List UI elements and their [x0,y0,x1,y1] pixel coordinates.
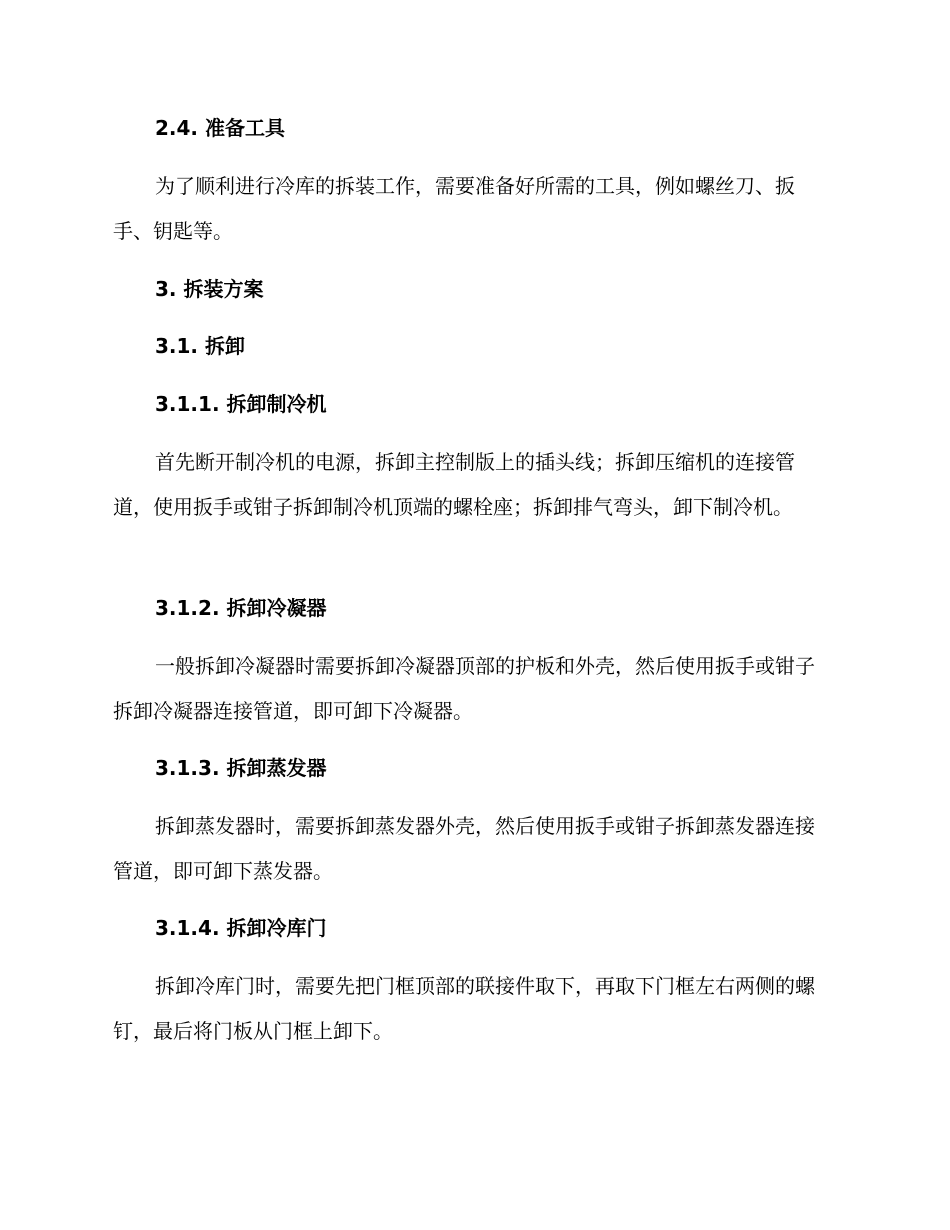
section-body-3-1-2: 一般拆卸冷凝器时需要拆卸冷凝器顶部的护板和外壳，然后使用扳手或钳子拆卸冷凝器连接管道，即可卸下冷凝器。 [113,654,815,723]
section-body-3-1-4: 拆卸冷库门时，需要先把门框顶部的联接件取下，再取下门框左右两侧的螺钉，最后将门板从门框上卸下。 [113,974,815,1043]
section-body-3-1-3: 拆卸蒸发器时，需要拆卸蒸发器外壳，然后使用扳手或钳子拆卸蒸发器连接管道，即可卸下蒸发器。 [113,814,815,883]
section-heading-2-4: 2.4. 准备工具 [155,116,285,140]
section-heading-3: 3. 拆装方案 [155,277,264,301]
section-heading-3-1: 3.1. 拆卸 [155,334,245,358]
section-heading-3-1-1: 3.1.1. 拆卸制冷机 [155,392,327,416]
section-heading-3-1-2: 3.1.2. 拆卸冷凝器 [155,596,327,620]
section-body-2-4: 为了顺利进行冷库的拆装工作，需要准备好所需的工具，例如螺丝刀、扳手、钥匙等。 [113,174,795,243]
section-heading-3-1-3: 3.1.3. 拆卸蒸发器 [155,756,327,780]
section-heading-3-1-4: 3.1.4. 拆卸冷库门 [155,916,327,940]
section-body-3-1-1: 首先断开制冷机的电源，拆卸主控制版上的插头线；拆卸压缩机的连接管道，使用扳手或钳子拆卸制冷机顶端的螺栓座；拆卸排气弯头，卸下制冷机。 [113,450,795,519]
